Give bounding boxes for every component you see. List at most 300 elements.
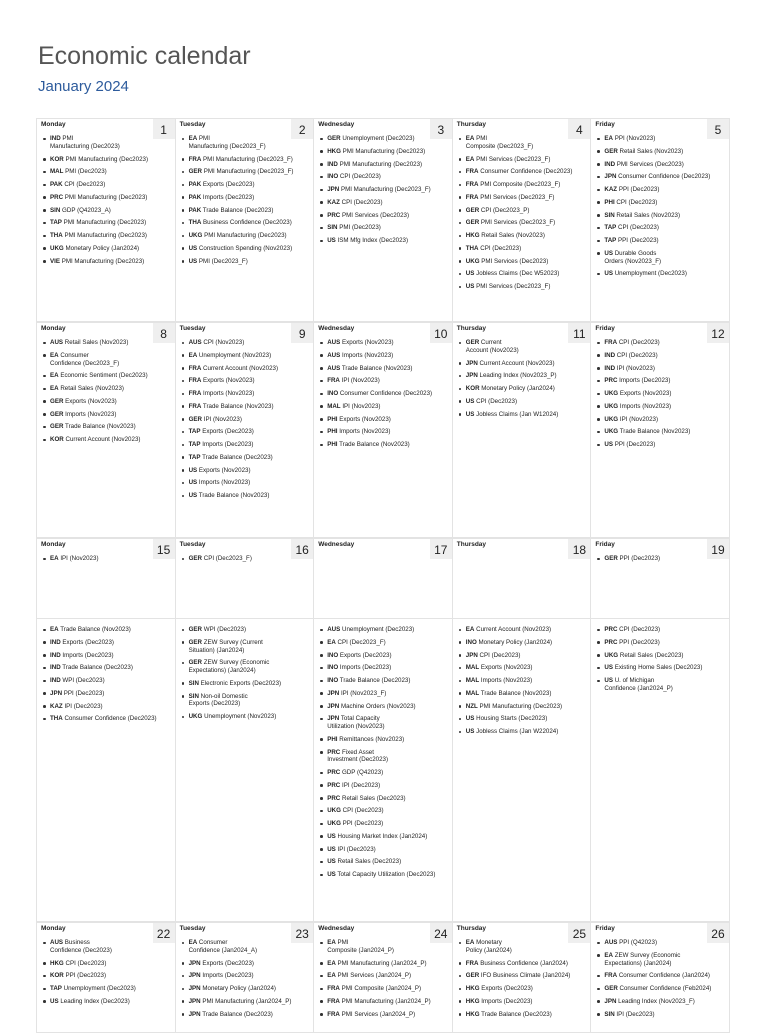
event-country: EA <box>188 135 198 142</box>
event-item <box>318 998 449 1006</box>
event-item <box>318 795 449 803</box>
event-text: Consumer <box>58 351 89 359</box>
event-item <box>595 339 726 347</box>
event-text: Situation) (Jan2024) <box>188 646 245 654</box>
event-text: PPI (Dec2023) <box>612 441 656 448</box>
event-item <box>318 960 449 968</box>
day-name: Monday <box>41 925 66 932</box>
event-country: PRC <box>327 794 341 802</box>
event-item <box>457 385 588 393</box>
event-list <box>179 135 311 265</box>
event-text: Monetary Policy (Jan2024) <box>479 385 555 392</box>
event-country: US <box>188 466 198 474</box>
event-country: INO <box>465 638 477 646</box>
event-text: Consumer Confidence (Dec2023) <box>478 168 573 176</box>
event-item <box>41 181 172 189</box>
event-text: CPI (Dec2023) <box>63 959 107 967</box>
event-country: HKG <box>465 232 480 239</box>
event-text: Consumer Confidence (Feb2024) <box>617 985 712 992</box>
event-text: IPI (Nov2023) <box>58 555 99 562</box>
day-number: 22 <box>153 923 175 943</box>
event-country: AUS <box>50 939 64 946</box>
day-cell <box>36 539 176 619</box>
event-country: PRC <box>604 377 618 385</box>
event-text: Exports (Dec2023) <box>188 700 241 708</box>
event-text: Leading Index (Nov2023_F) <box>616 997 695 1005</box>
event-text: PMI Manufacturing (Dec2023) <box>337 160 423 168</box>
event-text: Leading Index (Dec2023) <box>58 997 130 1005</box>
event-item <box>457 728 588 736</box>
calendar-week <box>36 322 730 538</box>
event-item <box>595 639 726 647</box>
event-country: PHI <box>327 735 338 743</box>
event-text: Unemployment (Nov2023) <box>202 713 277 720</box>
event-item <box>457 156 588 164</box>
event-item <box>595 985 726 993</box>
event-text: Trade Balance (Nov2023) <box>340 364 413 372</box>
day-number: 9 <box>291 323 313 343</box>
event-item <box>318 736 449 744</box>
event-item <box>457 626 588 634</box>
event-item <box>595 173 726 181</box>
page-subtitle: January 2024 <box>38 78 129 95</box>
event-item <box>318 224 449 232</box>
event-text: IPI (Nov2023) <box>340 402 381 410</box>
day-number: 8 <box>153 323 175 343</box>
event-list <box>594 555 726 563</box>
event-country: KAZ <box>604 186 618 193</box>
day-cell <box>453 323 592 538</box>
event-item <box>41 715 172 723</box>
event-item <box>457 998 588 1006</box>
day-cell <box>36 323 176 538</box>
day-name: Monday <box>41 541 66 548</box>
event-item <box>41 998 172 1006</box>
event-country: FRA <box>465 193 479 201</box>
day-cell <box>36 619 176 922</box>
day-cell <box>453 539 592 619</box>
event-item <box>318 846 449 854</box>
event-text: WPI (Dec2023) <box>60 677 105 684</box>
event-country: US <box>465 270 475 278</box>
event-country: THA <box>50 715 63 723</box>
event-country: FRA <box>465 181 479 188</box>
event-item <box>595 403 726 411</box>
event-text: PMI Manufacturing (Jan2024_P) <box>335 959 427 967</box>
event-text: CPI (Dec2023) <box>617 626 661 633</box>
event-text: PMI (Dec2023) <box>337 224 381 232</box>
event-text: Trade Balance (Nov2023) <box>337 441 410 448</box>
day-number: 3 <box>430 119 452 139</box>
event-country: FRA <box>188 155 202 163</box>
event-item <box>318 833 449 841</box>
event-country: AUS <box>327 364 341 372</box>
event-text: PMI Services (Dec2023_F) <box>474 283 551 290</box>
event-text: Confidence (Dec2023_F) <box>50 359 120 367</box>
event-text: CPI (Dec2023) <box>474 397 518 405</box>
calendar-week <box>36 922 730 1033</box>
event-item <box>457 715 588 723</box>
event-item <box>318 403 449 411</box>
event-country: SIN <box>50 206 61 214</box>
event-item <box>41 232 172 240</box>
event-text: PMI <box>335 939 349 946</box>
event-text: Trade Balance (Nov2023) <box>58 626 131 633</box>
event-text: PMI Services (Jan2024_P) <box>339 1010 416 1018</box>
event-country: PHI <box>327 441 338 448</box>
event-country: HKG <box>327 147 341 155</box>
event-text: Leading Index (Nov2023_P) <box>477 372 557 380</box>
event-item <box>41 372 172 380</box>
event-text: IPI (Dec2023) <box>340 781 381 789</box>
event-text: PMI Manufacturing (Dec2023) <box>62 232 147 239</box>
event-country: KOR <box>465 385 480 392</box>
event-item <box>457 207 588 215</box>
day-number: 15 <box>153 539 175 559</box>
event-text: Durable Goods <box>612 249 657 257</box>
event-country: FRA <box>465 959 479 967</box>
event-text: Trade Balance (Nov2023) <box>201 402 274 410</box>
event-country: US <box>604 664 613 672</box>
event-item <box>457 639 588 647</box>
day-number: 17 <box>430 539 452 559</box>
event-item <box>318 807 449 815</box>
event-text: CPI (Dec2023) <box>616 224 659 232</box>
event-text: Imports (Dec2023) <box>338 664 392 672</box>
event-country: KOR <box>50 436 64 443</box>
event-item <box>595 377 726 385</box>
event-item <box>41 352 172 368</box>
day-cell <box>591 619 730 922</box>
event-text: PPI (Dec2023) <box>340 820 384 827</box>
event-text: CPI (Dec2023_P) <box>479 206 530 214</box>
event-country: US <box>604 249 613 257</box>
event-item <box>41 939 172 955</box>
event-country: PAK <box>188 181 202 188</box>
event-item <box>318 652 449 660</box>
event-item <box>595 250 726 266</box>
event-text: PPI (Dec2023) <box>63 972 107 980</box>
event-country: KOR <box>50 155 64 163</box>
event-item <box>595 224 726 232</box>
event-country: US <box>465 397 475 405</box>
event-item <box>180 168 311 176</box>
event-country: UKG <box>604 390 619 397</box>
event-country: EA <box>327 972 336 980</box>
event-country: JPN <box>465 372 478 380</box>
event-list <box>179 939 311 1018</box>
event-text: ZEW Survey (Current <box>202 638 263 646</box>
event-item <box>41 972 172 980</box>
day-cell <box>453 923 592 1033</box>
event-text: Monetary Policy (Jan2024) <box>200 985 276 992</box>
day-name: Tuesday <box>179 541 206 548</box>
day-cell <box>314 923 453 1033</box>
event-text: Existing Home Sales (Dec2023) <box>612 664 703 672</box>
event-country: EA <box>50 372 59 380</box>
event-item <box>41 436 172 444</box>
day-name: Friday <box>595 121 615 128</box>
event-item <box>457 232 588 240</box>
event-item <box>180 939 311 955</box>
event-item <box>595 677 726 693</box>
calendar-week <box>36 118 730 322</box>
event-item <box>318 416 449 424</box>
event-country: EA <box>50 626 59 633</box>
event-country: GER <box>50 410 64 418</box>
event-item <box>457 960 588 968</box>
event-text: CPI (Dec2023) <box>340 807 384 815</box>
event-text: Business Confidence (Dec2023) <box>201 219 292 227</box>
event-country: UKG <box>465 257 480 265</box>
event-item <box>41 219 172 227</box>
event-country: FRA <box>188 377 202 385</box>
event-list <box>456 939 588 1018</box>
event-text: Remittances (Nov2023) <box>337 735 405 743</box>
event-country: KAZ <box>327 198 340 206</box>
event-text: GDP (Q42023) <box>340 769 384 776</box>
event-text: PPI (Dec2023) <box>617 186 660 193</box>
event-text: PMI Manufacturing (Dec2023) <box>477 702 563 710</box>
event-item <box>180 156 311 164</box>
event-text: Jobless Claims (Jan W12024) <box>474 410 559 418</box>
day-cell <box>591 119 730 322</box>
event-country: GER <box>465 972 480 980</box>
event-text: Current Account (Nov2023) <box>201 364 279 372</box>
day-cell <box>36 119 176 322</box>
event-country: SIN <box>188 679 199 687</box>
event-item <box>595 626 726 634</box>
event-item <box>318 664 449 672</box>
event-country: EA <box>50 555 59 562</box>
event-text: PMI <box>60 135 74 142</box>
event-item <box>318 237 449 245</box>
day-cell <box>176 119 315 322</box>
event-item <box>595 186 726 194</box>
event-text: PMI Services (Dec2023) <box>479 257 549 265</box>
event-item <box>318 339 449 347</box>
day-name: Wednesday <box>318 925 355 932</box>
event-country: US <box>604 441 613 448</box>
event-item <box>180 467 311 475</box>
event-item <box>318 820 449 828</box>
day-number: 16 <box>291 539 313 559</box>
event-item <box>595 1011 726 1019</box>
event-country: SIN <box>327 224 338 232</box>
event-text: Unemployment (Nov2023) <box>197 351 272 359</box>
event-text: Trade Balance (Nov2023) <box>618 428 691 436</box>
event-text: ISM Mfg Index (Dec2023) <box>335 237 409 244</box>
event-country: EA <box>604 135 613 142</box>
event-text: Current Account (Nov2023) <box>477 359 555 367</box>
event-list <box>40 626 172 723</box>
event-item <box>595 652 726 660</box>
event-country: EA <box>327 939 336 946</box>
event-item <box>180 492 311 500</box>
event-text: Economic Sentiment (Dec2023) <box>58 372 148 380</box>
day-number: 18 <box>568 539 590 559</box>
event-item <box>180 428 311 436</box>
event-country: INO <box>327 664 339 672</box>
event-item <box>318 985 449 993</box>
event-country: MAL <box>465 664 480 672</box>
event-text: PMI <box>197 135 210 142</box>
event-item <box>457 972 588 980</box>
event-item <box>318 212 449 220</box>
event-text: Current <box>479 339 502 346</box>
event-item <box>41 135 172 151</box>
calendar-week <box>36 619 730 922</box>
event-country: PHI <box>327 428 338 436</box>
event-text: Electronic Exports (Dec2023) <box>198 679 282 687</box>
event-country: JPN <box>604 173 617 181</box>
event-country: HKG <box>465 985 480 992</box>
day-cell <box>176 323 315 538</box>
event-item <box>180 390 311 398</box>
event-text: Expectations) (Jan2024) <box>188 667 256 674</box>
event-text: Imports (Nov2023) <box>340 351 394 359</box>
event-item <box>180 135 311 151</box>
event-item <box>180 232 311 240</box>
event-country: US <box>465 283 475 290</box>
event-text: PMI Services (Dec2023) <box>340 211 410 219</box>
event-item <box>318 173 449 181</box>
event-country: PRC <box>327 748 341 756</box>
event-text: GDP (Q42023_A) <box>60 206 111 214</box>
event-text: PPI (Dec2023) <box>617 555 661 562</box>
event-country: EA <box>50 385 59 392</box>
event-item <box>457 411 588 419</box>
event-item <box>180 403 311 411</box>
event-text: Imports (Nov2023) <box>197 479 251 487</box>
event-text: Total Capacity <box>339 715 380 723</box>
event-item <box>595 135 726 143</box>
day-cell <box>176 619 315 922</box>
day-name: Monday <box>41 121 66 128</box>
event-country: GER <box>465 206 480 214</box>
event-text: Retail Sales (Nov2023) <box>58 385 124 392</box>
event-country: TAP <box>188 453 201 461</box>
event-country: GER <box>465 339 480 346</box>
event-item <box>180 454 311 462</box>
event-list <box>179 626 311 721</box>
event-country: INO <box>327 390 339 397</box>
event-country: JPN <box>604 997 617 1005</box>
event-country: FRA <box>327 1010 340 1018</box>
event-text: Non-oil Domestic <box>198 692 248 700</box>
event-item <box>457 398 588 406</box>
day-number: 24 <box>430 923 452 943</box>
event-item <box>318 782 449 790</box>
event-item <box>318 148 449 156</box>
event-country: JPN <box>327 186 340 193</box>
event-item <box>41 639 172 647</box>
event-country: PAK <box>50 181 63 188</box>
event-country: GER <box>604 147 618 155</box>
event-text: Imports (Nov2023) <box>63 410 117 418</box>
event-item <box>595 365 726 373</box>
day-number: 25 <box>568 923 590 943</box>
event-item <box>318 690 449 698</box>
event-item <box>457 652 588 660</box>
day-name: Thursday <box>456 121 487 128</box>
event-text: CPI (Dec2023_F) <box>202 555 252 562</box>
event-item <box>595 952 726 968</box>
event-text: Exports (Dec2023) <box>338 651 392 659</box>
event-item <box>41 411 172 419</box>
day-cell <box>453 119 592 322</box>
event-item <box>595 939 726 947</box>
event-country: IND <box>50 638 61 646</box>
event-country: FRA <box>188 390 202 397</box>
event-text: Housing Market Index (Jan2024) <box>335 832 428 840</box>
event-country: HKG <box>465 997 480 1005</box>
event-country: GER <box>604 555 618 562</box>
event-item <box>41 555 172 563</box>
event-text: Exports (Dec2023) <box>201 181 255 188</box>
event-text: PMI Manufacturing (Dec2023) <box>340 147 426 155</box>
event-text: Exports (Nov2023) <box>340 339 394 346</box>
day-name: Wednesday <box>318 541 355 548</box>
day-number: 19 <box>707 539 729 559</box>
event-item <box>180 479 311 487</box>
event-item <box>41 626 172 634</box>
event-country: THA <box>465 244 479 252</box>
event-text: Expectations) (Jan2024) <box>604 959 672 967</box>
event-text: CPI (Dec2023) <box>615 351 658 359</box>
event-country: JPN <box>188 985 201 992</box>
event-country: AUS <box>327 626 341 633</box>
event-item <box>595 212 726 220</box>
event-list <box>594 626 726 693</box>
event-country: US <box>188 244 198 252</box>
event-item <box>41 652 172 660</box>
event-text: IPI (Dec2023) <box>62 702 103 710</box>
event-country: EA <box>50 351 59 359</box>
event-country: TAP <box>188 428 201 436</box>
event-text: Trade Balance (Dec2023) <box>200 453 273 461</box>
event-country: US <box>604 270 613 278</box>
event-country: UKG <box>604 415 619 423</box>
event-country: FRA <box>327 985 340 992</box>
event-country: FRA <box>465 168 479 176</box>
event-item <box>457 985 588 993</box>
event-item <box>41 194 172 202</box>
event-country: AUS <box>188 339 202 346</box>
day-name: Thursday <box>456 541 487 548</box>
event-text: CPI (Dec2023_F) <box>335 638 386 646</box>
day-name: Friday <box>595 541 615 548</box>
event-text: PMI Manufacturing (Jan2024_P) <box>339 997 431 1005</box>
day-number: 1 <box>153 119 175 139</box>
event-country: TAP <box>604 224 617 232</box>
event-item <box>457 245 588 253</box>
event-country: UKG <box>327 820 341 827</box>
event-text: PMI Manufacturing (Dec2023) <box>202 232 287 239</box>
day-number: 4 <box>568 119 590 139</box>
event-text: Exports (Nov2023) <box>63 397 117 405</box>
event-text: Retail Sales (Nov2023) <box>614 211 681 219</box>
event-country: UKG <box>188 713 203 720</box>
event-text: PMI Services (Dec2023_F) <box>479 219 556 227</box>
event-country: UKG <box>604 651 619 659</box>
event-country: EA <box>188 351 198 359</box>
event-item <box>180 245 311 253</box>
event-text: Trade Balance (Dec2023) <box>479 1010 552 1018</box>
event-item <box>41 245 172 253</box>
event-text: PPI (Dec2023) <box>617 638 660 646</box>
event-text: IPI (Dec2023) <box>614 1010 655 1018</box>
